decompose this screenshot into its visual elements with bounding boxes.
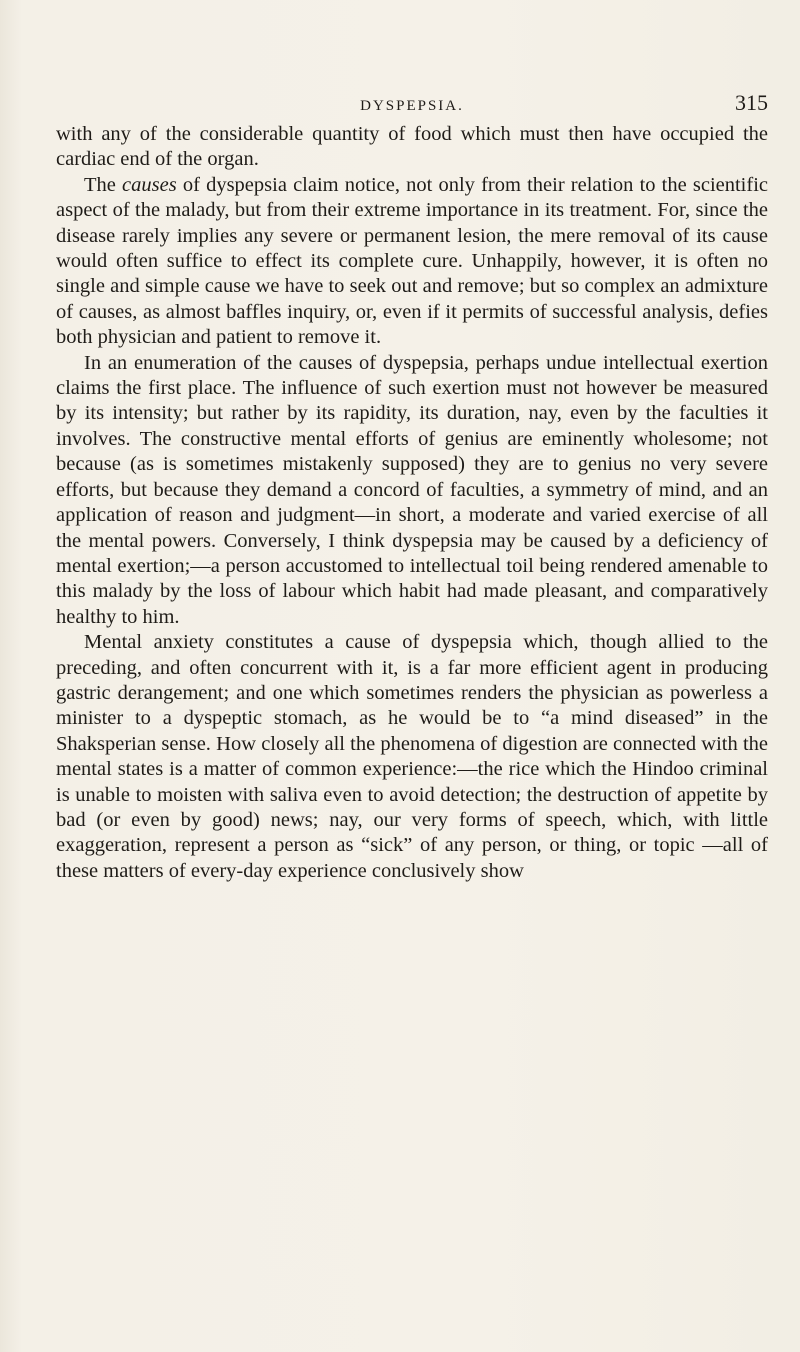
emphasis-causes: causes [122, 173, 177, 196]
paragraph-causes-text: of dyspepsia claim notice, not only from their relation to the scientific aspect of the malady, but from their extreme importance in its treatment. For, since the disease rarely implies any severe or permanent lesion, the mere removal of its cause would often suffice to effect its complete cure. Unhappily, however, it is often no single and simple cause we have to seek out and remove; but so complex an admixture of causes, as almost baffles inquiry, or, even if it permits of successful analysis, defies both physician and patient to remove it. [56, 173, 768, 349]
paragraph-causes [56, 173, 768, 351]
paragraph-mental-anxiety: Mental anxiety constitutes a cause of dyspepsia which, though allied to the preceding, and often concurrent with it, is a far more efficient agent in producing gastric derangement; and one which sometimes renders the physician as powerless a minister to a dyspeptic stomach, as he would be to “a mind diseased” in the Shaksperian sense. How closely all the phenomena of digestion are connected with the mental states is a matter of common experience:—the rice which the Hindoo criminal is unable to moisten with saliva even to avoid detection; the destruction of appetite by bad (or even by good) news; nay, our very forms of speech, which, with little exaggeration, represent a person as “sick” of any person, or thing, or topic —all of these matters of every-day experience conclusively show [56, 631, 768, 882]
running-head [56, 90, 768, 120]
body-text [56, 122, 768, 884]
paragraph-intellectual-exertion: In an enumeration of the causes of dyspepsia, perhaps undue intellectual exertion claims the first place. The influence of such exertion must not however be measured by its intensity; but rather by its rapidity, its duration, nay, even by the faculties it involves. The constructive mental efforts of genius are eminently wholesome; not because (as is sometimes mistakenly supposed) they are to genius no very severe efforts, but because they demand a concord of faculties, a symmetry of mind, and an application of reason and judgment—in short, a moderate and varied exercise of all the mental powers. Conversely, I think dyspepsia may be caused by a deficiency of mental exertion;—a person accustomed to intellectual toil being rendered amenable to this malady by the loss of labour which habit had made pleasant, and comparatively healthy to him. [56, 351, 768, 628]
paragraph-continuation: with any of the considerable quantity of food which must then have occupied the cardiac end of the organ. [56, 123, 768, 171]
page-number: 315 [735, 90, 768, 115]
paragraph-causes-lead: The [84, 173, 123, 196]
running-title: DYSPEPSIA. [360, 98, 464, 114]
